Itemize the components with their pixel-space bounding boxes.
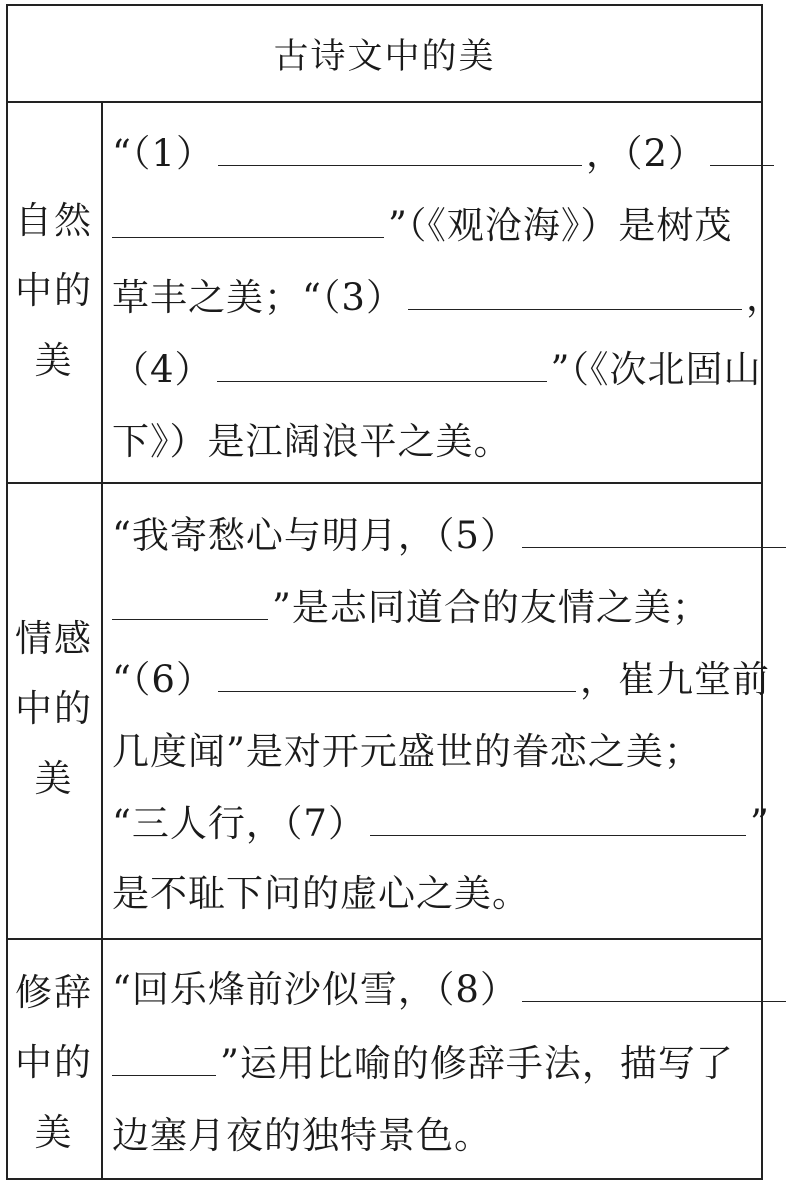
blank-8[interactable]	[522, 961, 786, 1002]
blank-6[interactable]	[218, 651, 576, 692]
blank-7[interactable]	[370, 795, 746, 836]
row-label-nature-1: 自然	[15, 199, 93, 242]
emotion-line-5	[112, 788, 770, 860]
blank-2[interactable]	[710, 125, 774, 166]
blank-1[interactable]	[218, 125, 582, 166]
column-divider	[101, 102, 103, 1178]
blank-5[interactable]	[522, 507, 786, 548]
blank-8-cont[interactable]	[112, 1035, 216, 1076]
text: ”运用比喻的修辞手法，描写了	[220, 1042, 734, 1085]
emotion-line-2	[112, 572, 762, 644]
blank-3[interactable]	[408, 269, 742, 310]
nature-line-2	[112, 190, 762, 262]
text: “三人行，（7）	[112, 802, 366, 845]
blank-5-cont[interactable]	[112, 579, 268, 620]
row-divider-1	[6, 482, 763, 484]
nature-line-1	[112, 118, 762, 190]
row-label-emotion-2: 中的	[15, 687, 93, 730]
row-label-nature-2: 中的	[15, 269, 93, 312]
row-label-rhetoric-1: 修辞	[15, 971, 93, 1014]
row-label-rhetoric-3: 美	[34, 1111, 74, 1154]
text: ”	[749, 802, 770, 845]
rhetoric-line-3	[112, 1100, 762, 1172]
row-label-emotion-3: 美	[34, 757, 74, 800]
text: 边塞月夜的独特景色。	[112, 1114, 492, 1157]
text: “（6）	[112, 658, 214, 701]
table-title: 古诗文中的美	[273, 37, 496, 77]
blank-2-cont[interactable]	[112, 197, 384, 238]
text: （4）	[112, 348, 213, 391]
text: “回乐烽前沙似雪，（8）	[112, 968, 518, 1011]
row-label-rhetoric-2: 中的	[15, 1041, 93, 1084]
text: 草丰之美；“（3）	[112, 276, 404, 319]
text: ，崔九堂前	[579, 658, 770, 701]
emotion-line-4	[112, 716, 762, 788]
text: “（1）	[112, 132, 214, 175]
text: 下》）是江阔浪平之美。	[112, 420, 512, 463]
text: 几度闻”是对开元盛世的眷恋之美；	[112, 730, 702, 773]
row-divider-2	[6, 938, 763, 940]
rhetoric-line-2	[112, 1028, 762, 1100]
emotion-line-6	[112, 858, 762, 930]
text: ”（《观沧海》）是树茂	[388, 204, 733, 247]
row-label-nature-3: 美	[34, 339, 74, 382]
emotion-line-1	[112, 500, 762, 572]
nature-line-4	[112, 334, 762, 406]
text: ”是志同道合的友情之美；	[272, 586, 710, 629]
emotion-line-3	[112, 644, 770, 716]
text: ，（2）	[585, 132, 707, 175]
rhetoric-line-1	[112, 954, 762, 1026]
nature-line-3	[112, 262, 784, 334]
text: “我寄愁心与明月，（5）	[112, 514, 518, 557]
text: 是不耻下问的虚心之美。	[112, 872, 530, 915]
text: ”（《次北固山	[550, 348, 762, 391]
blank-4[interactable]	[217, 341, 547, 382]
nature-line-5	[112, 406, 762, 478]
text: ，	[745, 276, 784, 319]
row-label-emotion-1: 情感	[15, 617, 93, 660]
